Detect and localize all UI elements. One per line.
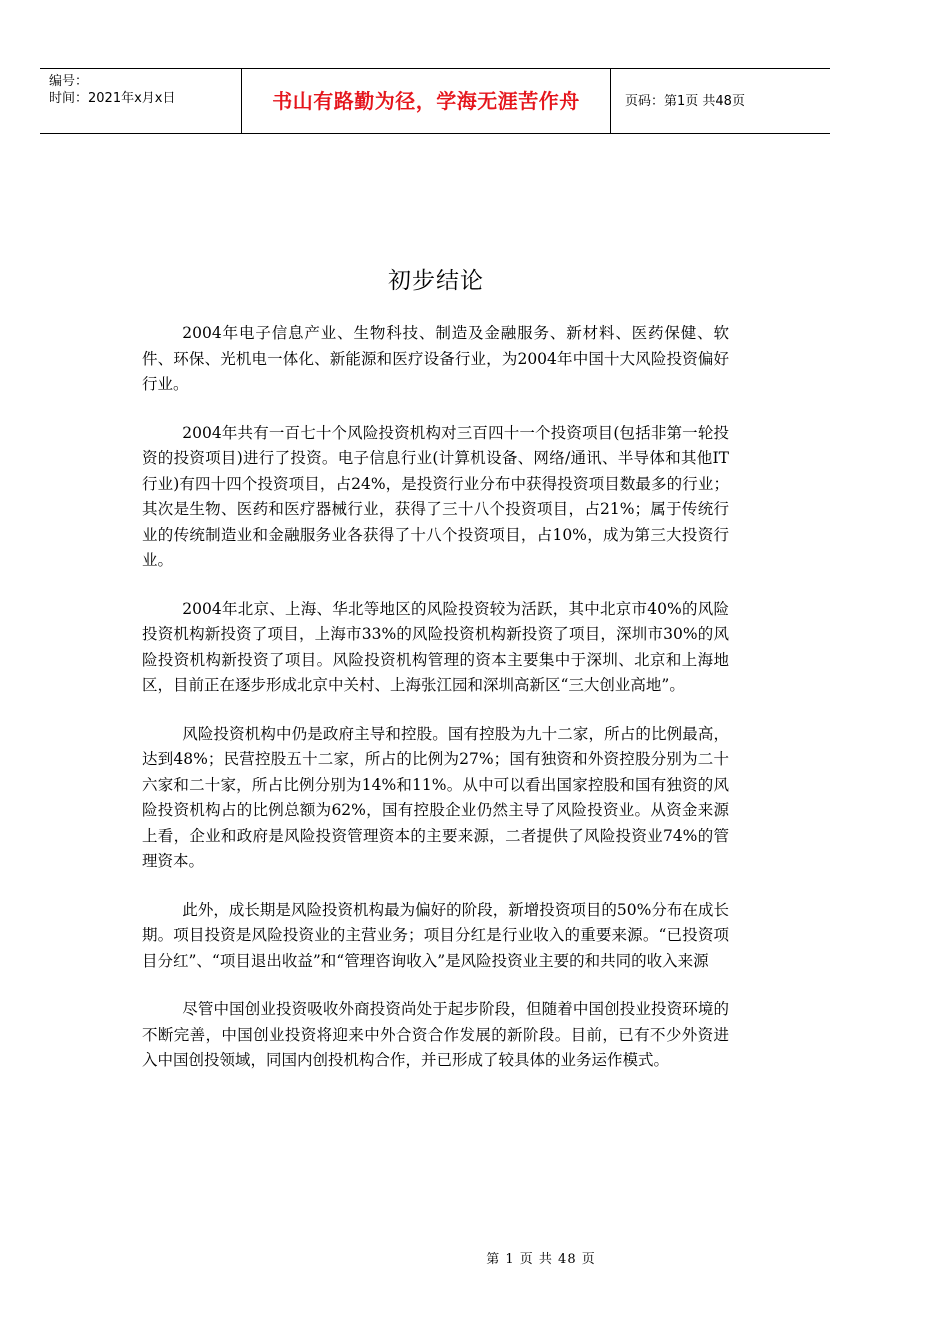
header-table [40, 68, 830, 134]
header-motto: 书山有路勤为径，学海无涯苦作舟 [242, 69, 611, 133]
body-paragraph: 2004年电子信息产业、生物科技、制造及金融服务、新材料、医药保健、软件、环保、光机电一体化、新能源和医疗设备行业，为2004年中国十大风险投资偏好行业。 [142, 324, 729, 393]
body-paragraph: 2004年北京、上海、华北等地区的风险投资较为活跃，其中北京市40%的风险投资机构新投资了项目，上海市33%的风险投资机构新投资了项目，深圳市30%的风险投资机构新投资了项目。风险投资机构管理的资本主要集中于深圳、北京和上海地区，目前正在逐步形成北京中关村、上海张江园和深圳高新区“三大创业高地”。 [142, 599, 729, 694]
document-title: 初步结论 [388, 268, 484, 294]
body-paragraph: 此外，成长期是风险投资机构最为偏好的阶段，新增投资项目的50%分布在成长期。项目投资是风险投资业的主营业务；项目分红是行业收入的重要来源。“已投资项目分红”、“项目退出收益”和“管理咨询收入”是风险投资业主要的和共同的收入来源 [142, 900, 729, 970]
body-paragraph: 风险投资机构中仍是政府主导和控股。国有控股为九十二家，所占的比例最高，达到48%；民营控股五十二家，所占的比例为27%；国有独资和外资控股分别为二十六家和二十家，所占比例分别为14%和11%。从中可以看出国家控股和国有独资的风险投资机构占的比例总额为62%，国有控股企业仍然主导了风险投资业。从资金来源上看，企业和政府是风险投资管理资本的主要来源，二者提供了风险投资业74%的管理资本。 [142, 724, 729, 870]
header-page-info: 页码：第1页 共48页 [625, 94, 745, 109]
document-time-label: 时间：2021年x月x日 [49, 91, 176, 106]
document-body [142, 321, 729, 1097]
page-footer: 第 1 页 共 48 页 [486, 1252, 596, 1267]
document-number-label: 编号： [49, 74, 89, 89]
body-paragraph: 2004年共有一百七十个风险投资机构对三百四十一个投资项目(包括非第一轮投资的投资项目)进行了投资。电子信息行业(计算机设备、网络/通讯、半导体和其他IT行业)有四十四个投资项目，占24%，是投资行业分布中获得投资项目数最多的行业；其次是生物、医药和医疗器械行业，获得了三十八个投资项目，占21%；属于传统行业的传统制造业和金融服务业各获得了十八个投资项目，占10%，成为第三大投资行业。 [142, 423, 729, 569]
header-meta-cell [40, 69, 242, 133]
body-paragraph: 尽管中国创业投资吸收外商投资尚处于起步阶段，但随着中国创投业投资环境的不断完善，中国创业投资将迎来中外合资合作发展的新阶段。目前，已有不少外资进入中国创投领域，同国内创投机构合作，并已形成了较具体的业务运作模式。 [142, 1000, 729, 1069]
